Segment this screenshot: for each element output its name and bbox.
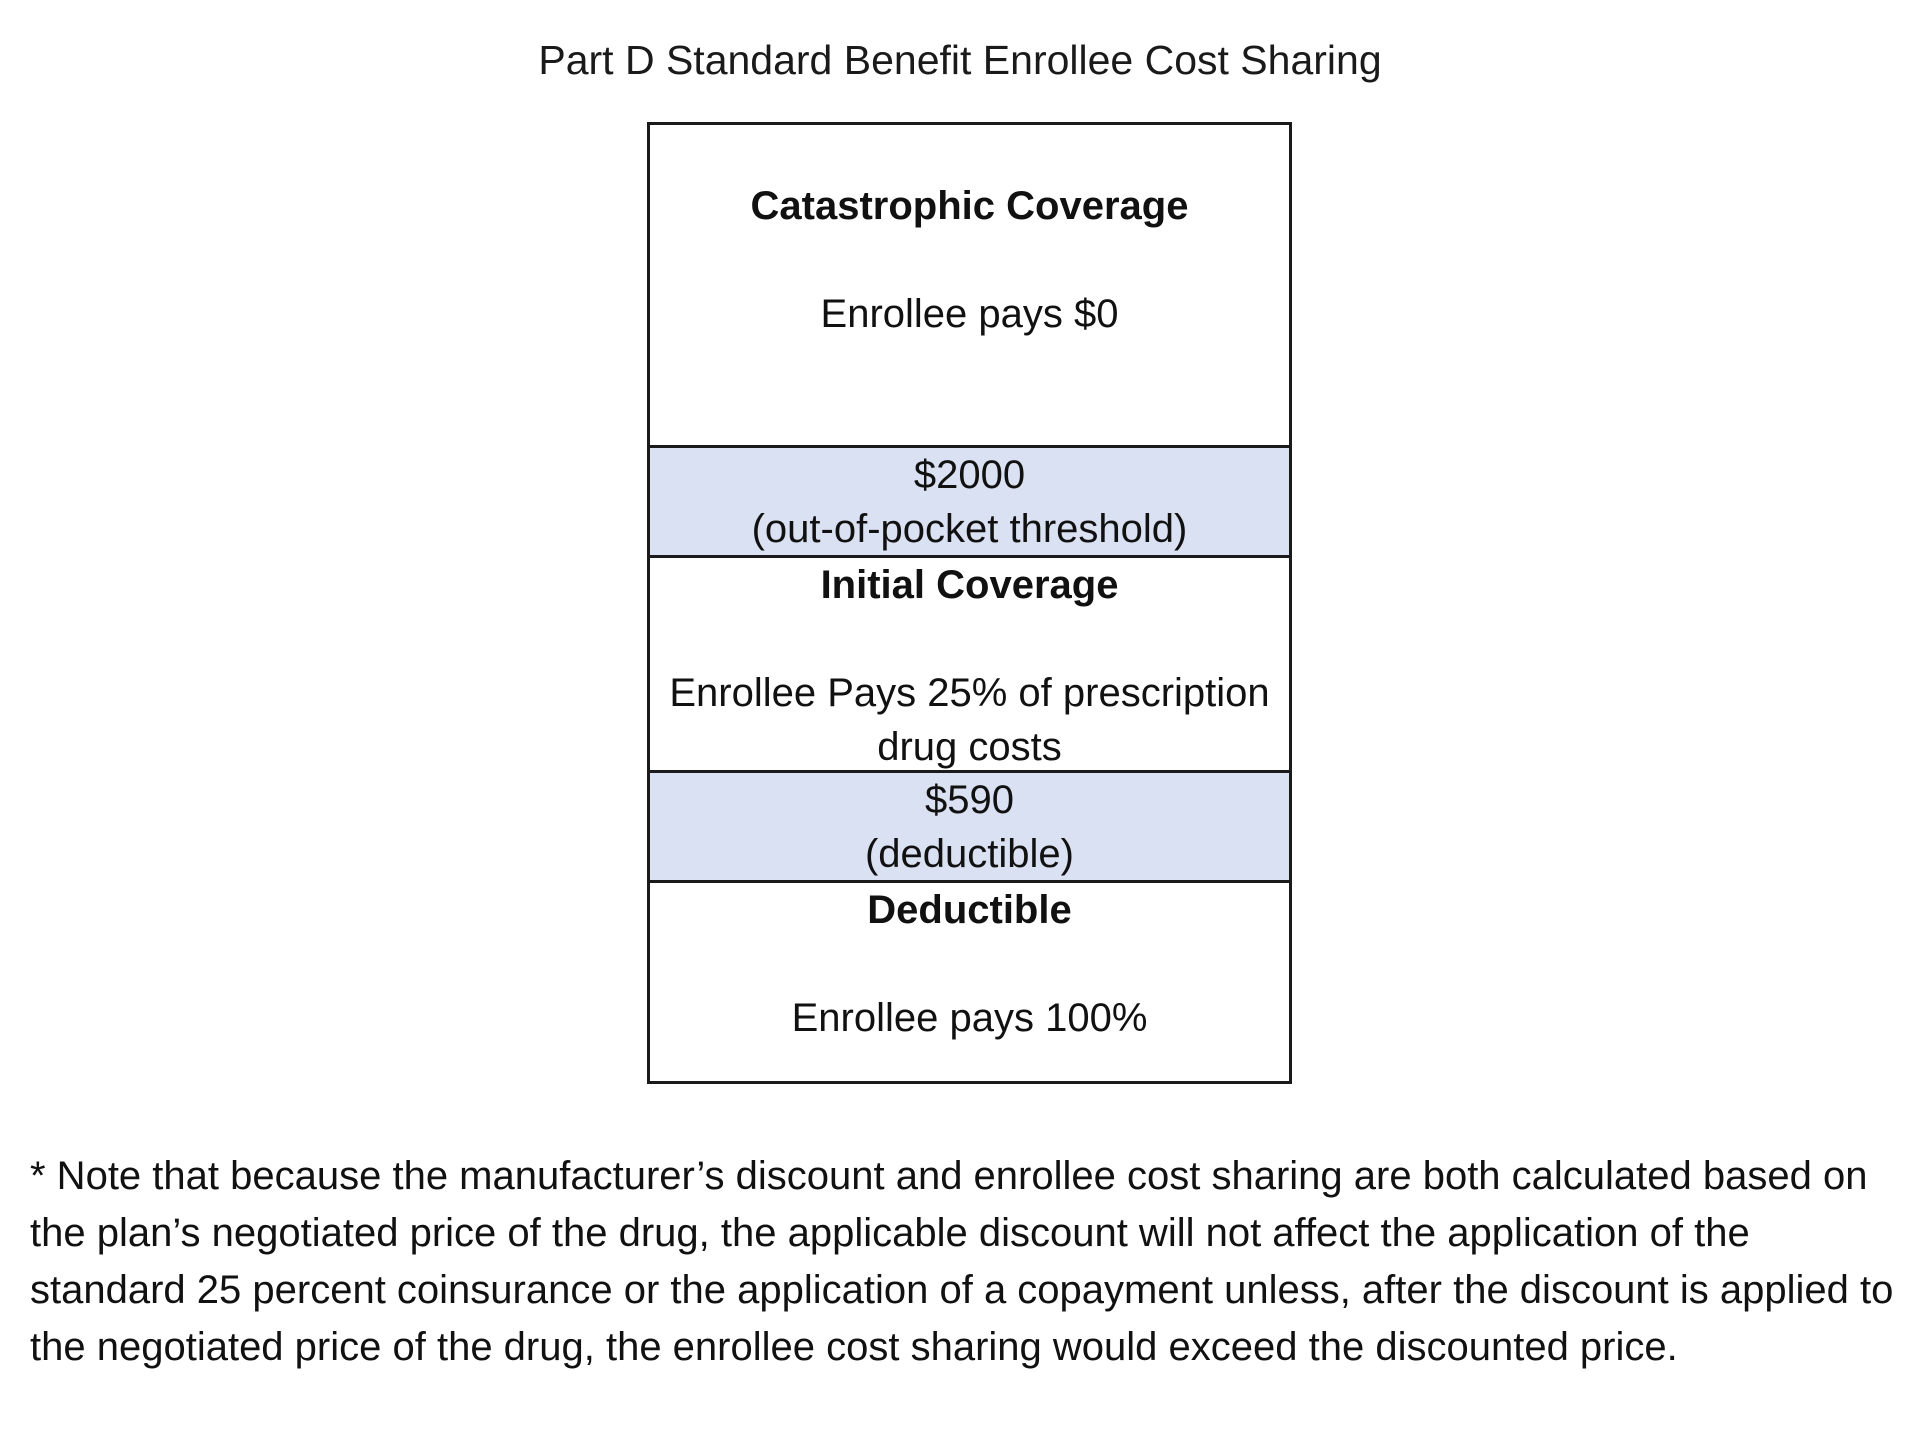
deductible-threshold-amount: $590	[925, 778, 1014, 822]
initial-coverage-text-line1: Enrollee Pays 25% of prescription	[669, 671, 1270, 715]
spacer	[650, 612, 1289, 666]
diagram-title: Part D Standard Benefit Enrollee Cost Sharing	[538, 37, 1382, 83]
deductible-text: Enrollee pays 100%	[791, 996, 1148, 1040]
initial-coverage-band	[650, 555, 1289, 770]
deductible-band	[650, 880, 1289, 1081]
deductible-threshold-label: (deductible)	[864, 832, 1074, 876]
catastrophic-coverage-text: Enrollee pays $0	[820, 292, 1119, 336]
spacer	[650, 937, 1289, 991]
deductible-threshold-band	[650, 770, 1289, 880]
catastrophic-coverage-heading: Catastrophic Coverage	[750, 184, 1189, 228]
oop-threshold-band	[650, 445, 1289, 555]
footnote: * Note that because the manufacturer’s discount and enrollee cost sharing are both calculated based on the plan’s negotiated price of the drug, the applicable discount will not affect the application of the standard 25 percent coinsurance or the application of a copayment unless, after the discount is applied to the negotiated price of the drug, the enrollee cost sharing would exceed the discounted price.	[30, 1154, 1894, 1369]
initial-coverage-heading: Initial Coverage	[820, 563, 1119, 607]
benefit-stack-diagram	[647, 122, 1292, 1084]
oop-threshold-amount: $2000	[913, 453, 1026, 497]
catastrophic-coverage-band	[650, 125, 1289, 445]
spacer	[650, 233, 1289, 287]
deductible-heading: Deductible	[867, 888, 1072, 932]
initial-coverage-text-line2: drug costs	[877, 725, 1062, 769]
oop-threshold-label: (out-of-pocket threshold)	[751, 507, 1188, 551]
